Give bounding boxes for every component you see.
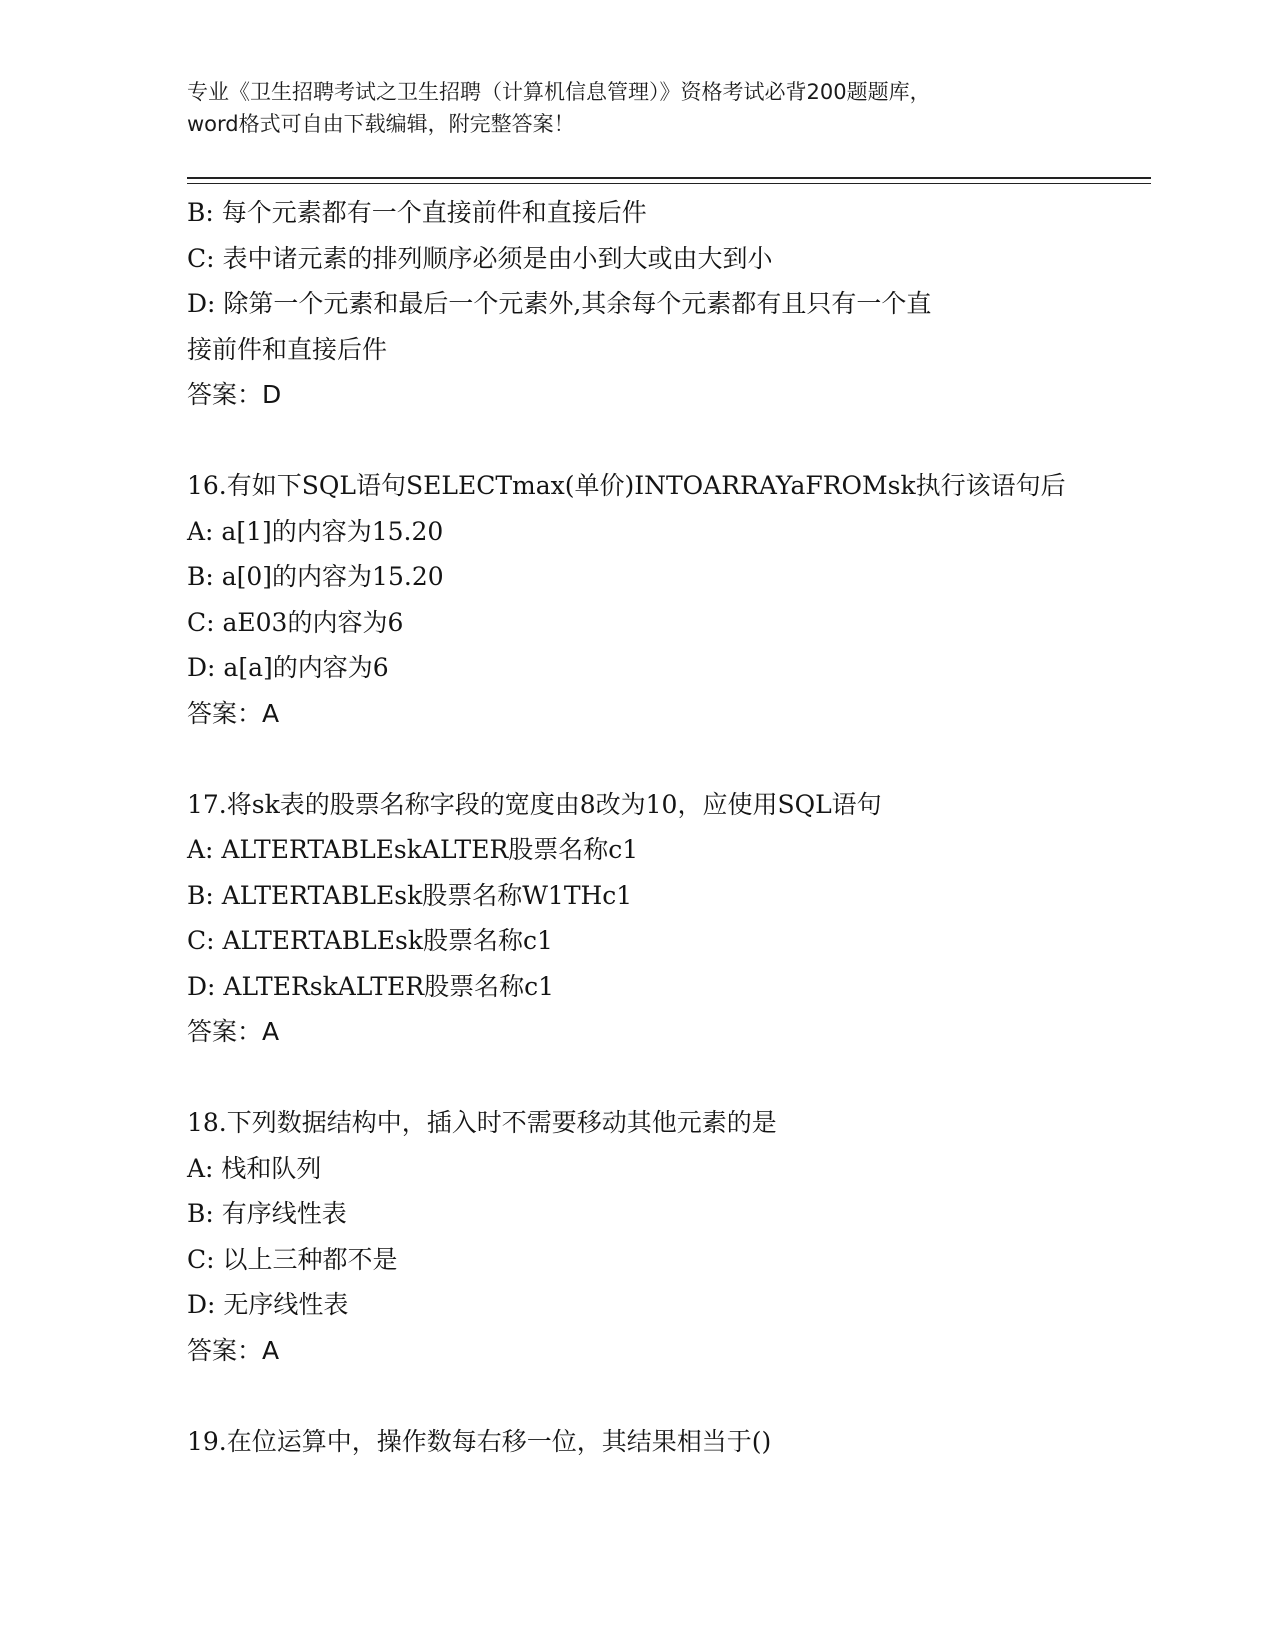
- question-18-option-c: C: 以上三种都不是: [187, 1244, 398, 1274]
- question-16-option-b: B: a[0]的内容为15.20: [187, 562, 444, 591]
- question-16-option-c: C: aE03的内容为6: [187, 607, 404, 637]
- spacer: [187, 418, 1087, 464]
- question-17-option-d: D: ALTERskALTER股票名称c1: [187, 971, 555, 1001]
- header-divider-thin: [187, 183, 1151, 184]
- question-17-answer: 答案：A: [187, 1017, 280, 1046]
- question-17-option-b: B: ALTERTABLEsk股票名称W1THc1: [187, 880, 633, 910]
- question-19-block: [187, 1419, 1087, 1465]
- question-15-answer: 答案：D: [187, 380, 282, 409]
- question-18-option-a: A: 栈和队列: [187, 1153, 322, 1183]
- question-17-block: [187, 782, 1087, 1055]
- question-15-option-d-continued: 接前件和直接后件: [187, 334, 388, 364]
- question-18-answer: 答案：A: [187, 1335, 280, 1365]
- question-19-text: 19.在位运算中，操作数每右移一位，其结果相当于(): [187, 1426, 772, 1456]
- spacer: [187, 736, 1087, 782]
- header-divider-thick: [187, 177, 1151, 179]
- question-16-block: [187, 463, 1087, 736]
- question-16-answer: 答案：A: [187, 698, 280, 728]
- question-16-text: 16.有如下SQL语句SELECTmax(单价)INTOARRAYaFROMsk执行该语句后: [187, 471, 1066, 500]
- question-18-block: [187, 1100, 1087, 1373]
- question-15-option-c: C: 表中诸元素的排列顺序必须是由小到大或由大到小: [187, 243, 773, 273]
- question-18-option-b: B: 有序线性表: [187, 1199, 347, 1228]
- question-16-option-d: D: a[a]的内容为6: [187, 653, 389, 682]
- question-16-option-a: A: a[1]的内容为15.20: [187, 516, 444, 546]
- question-18-option-d: D: 无序线性表: [187, 1290, 349, 1319]
- header-title-line-1: 专业《卫生招聘考试之卫生招聘（计算机信息管理）》资格考试必背200题题库，: [187, 80, 931, 104]
- header-title-line-2: word格式可自由下载编辑，附完整答案！: [187, 112, 575, 136]
- question-17-text: 17.将sk表的股票名称字段的宽度由8改为10，应使用SQL语句: [187, 789, 882, 819]
- document-header: [187, 76, 1087, 140]
- spacer: [187, 1055, 1087, 1101]
- question-15-option-b: B: 每个元素都有一个直接前件和直接后件: [187, 198, 647, 227]
- spacer: [187, 1373, 1087, 1419]
- question-17-option-c: C: ALTERTABLEsk股票名称c1: [187, 926, 553, 955]
- question-17-option-a: A: ALTERTABLEskALTER股票名称c1: [187, 835, 639, 864]
- question-list: [187, 190, 1087, 1464]
- question-15-block: [187, 190, 1087, 418]
- question-15-option-d: D: 除第一个元素和最后一个元素外,其余每个元素都有且只有一个直: [187, 289, 932, 318]
- question-18-text: 18.下列数据结构中，插入时不需要移动其他元素的是: [187, 1108, 777, 1137]
